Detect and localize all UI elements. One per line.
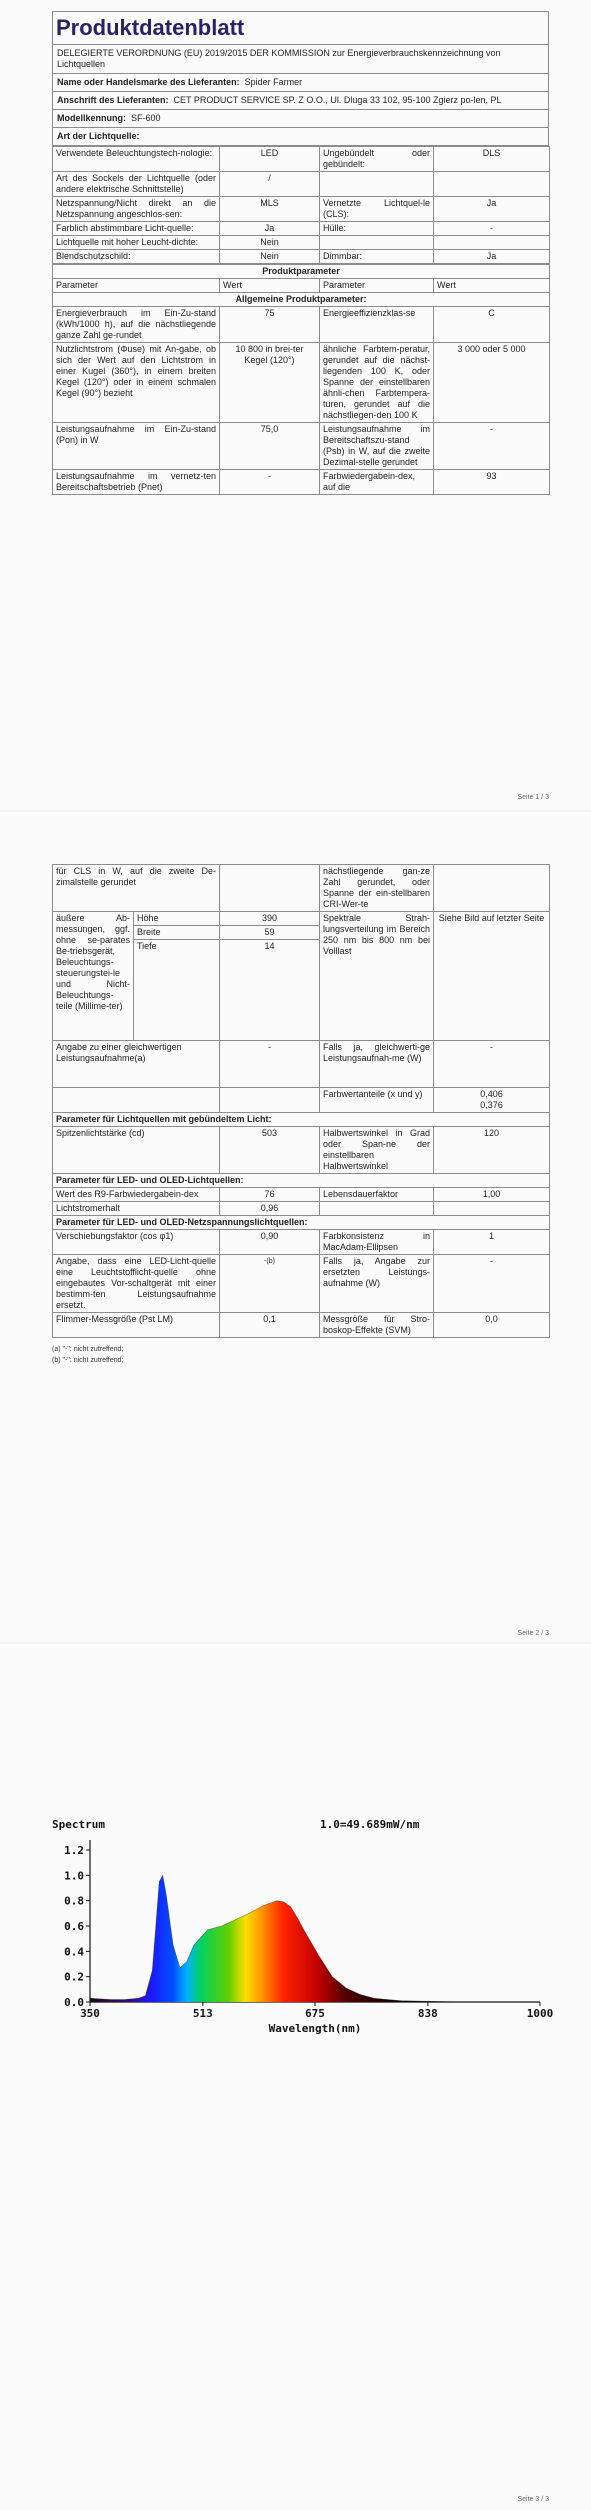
param-label: Leistungsaufnahme im vernetz-ten Bereitschaftsbetrieb (Pnet) (53, 470, 220, 495)
model-id (53, 110, 549, 128)
equivalent-power-value: - (220, 1041, 320, 1088)
x-tick-label: 838 (417, 2007, 438, 2020)
product-parameters-table (52, 264, 550, 495)
empty-cell (53, 1088, 220, 1113)
y-tick-label: 1.0 (64, 1869, 84, 1883)
page-2 (0, 812, 591, 1642)
empty-cell (220, 953, 320, 1041)
table-row (53, 250, 550, 264)
stroboscopic-label: Messgröße für Stro-boskop-Effekte (SVM) (320, 1313, 434, 1338)
chromaticity-value (434, 1088, 550, 1113)
type-value-2: DLS (434, 147, 550, 172)
type-label-2: Vernetzte Lichtquel-le (CLS): (320, 197, 434, 222)
param-label-2: Farbwiedergabein-dex, auf die (320, 470, 434, 495)
type-label: Verwendete Beleuchtungstech-nologie: (53, 147, 220, 172)
footnote-b: (b) "-": nicht zutreffend; (52, 1357, 124, 1364)
table-row (53, 197, 550, 222)
y-tick-label: 0.8 (64, 1894, 84, 1908)
x-tick-label: 350 (80, 2007, 100, 2020)
param-value: 75,0 (220, 423, 320, 470)
type-label-2: Hülle: (320, 222, 434, 236)
net-standby-continued: für CLS in W, auf die zweite De-zimalstelle gerundet (53, 865, 220, 912)
brand-value: Spider Farmer (244, 77, 303, 87)
param-value-2: 93 (434, 470, 550, 495)
param-label: Leistungsaufnahme im Ein-Zu-stand (Pon) in W (53, 423, 220, 470)
type-label-2 (320, 236, 434, 250)
peak-intensity-label: Spitzenlichtstärke (cd) (53, 1127, 220, 1174)
product-parameters-header: Produktparameter (53, 265, 550, 279)
type-label: Farblich abstimmbare Licht-quelle: (53, 222, 220, 236)
page-number: Seite 2 / 3 (517, 1630, 549, 1637)
type-value-2 (434, 236, 550, 250)
type-value-2: Ja (434, 197, 550, 222)
chart-title: Spectrum (52, 1818, 105, 1831)
chromaticity-label: Farbwertanteile (x und y) (320, 1088, 434, 1113)
dim-width-label: Breite (134, 926, 220, 940)
model-value: SF-600 (131, 113, 161, 123)
y-tick-label: 1.2 (64, 1844, 84, 1857)
beam-angle-value: 120 (434, 1127, 550, 1174)
spectral-distribution-label: Spektrale Strah-lungsverteilung im Bereich 250 nm bis 800 nm bei Volllast (320, 912, 434, 1041)
x-tick-label: 675 (305, 2007, 325, 2020)
param-label: Energieverbrauch im Ein-Zu-stand (kWh/1000 h), auf die nächstliegende ganze Zahl ge-rundet (53, 307, 220, 343)
fluorescent-replacement-label: Angabe, dass eine LED-Licht-quelle eine Leuchtstofflicht-quelle ohne eingebautes Vor-schaltgerät mit einer bestimm-ten Leistungsaufnahme ersetzt. (53, 1255, 220, 1313)
table-row (53, 222, 550, 236)
page-1 (0, 0, 591, 810)
type-label-2 (320, 172, 434, 197)
chromaticity-y: 0,376 (480, 1100, 503, 1110)
lifetime-factor-label: Lebensdauerfaktor (320, 1188, 434, 1202)
regulation-text: DELEGIERTE VERORDNUNG (EU) 2019/2015 DER KOMMISSION zur Energieverbrauchskennzeichnung von Lichtquellen (53, 45, 549, 74)
table-row (53, 470, 550, 495)
param-label-2: Leistungsaufnahme im Bereitschaftszu-stand (Psb) in W, auf die zweite Dezimal-stelle gerundet (320, 423, 434, 470)
supplier-address (53, 92, 549, 110)
directional-header: Parameter für Lichtquellen mit gebündeltem Licht: (53, 1113, 550, 1127)
page-number: Seite 1 / 3 (517, 794, 549, 801)
type-value: LED (220, 147, 320, 172)
type-label: Art des Sockels der Lichtquelle (oder andere elektrische Schnittstelle) (53, 172, 220, 197)
param-label: Nutzlichtstrom (Φuse) mit An-gabe, ob sich der Wert auf den Lichtstrom in einer Kugel (360°), in einem breiten Kegel (120°) oder in einem schmalen Kegel (90°) bezieht (53, 343, 220, 423)
table-row (53, 172, 550, 197)
r9-label: Wert des R9-Farbwiedergabein-dex (53, 1188, 220, 1202)
type-value: Nein (220, 236, 320, 250)
param-value: - (220, 470, 320, 495)
dim-width-value: 59 (220, 926, 320, 940)
type-value: Ja (220, 222, 320, 236)
page-number: Seite 3 / 3 (517, 2496, 549, 2503)
light-source-type-table (52, 146, 550, 264)
x-axis-label: Wavelength(nm) (268, 2022, 362, 2035)
dim-height-label: Höhe (134, 912, 220, 926)
chart-scale-annotation: 1.0=49.689mW/nm (320, 1818, 420, 1831)
type-value-2 (434, 172, 550, 197)
empty-cell (434, 1202, 550, 1216)
y-tick-label: 0.6 (64, 1920, 84, 1933)
replaced-power-label: Falls ja, Angabe zur ersetzten Leistungs-aufnahme (W) (320, 1255, 434, 1313)
address-value: CET PRODUCT SERVICE SP. Z O.O., Ul. Dluga 33 102, 95-100 Zgierz po-len, PL (173, 95, 502, 105)
spectrum-chart (0, 1814, 591, 2054)
dim-depth-value: 14 (220, 940, 320, 954)
param-value-2: - (434, 423, 550, 470)
stroboscopic-value: 0,0 (434, 1313, 550, 1338)
param-value-2: C (434, 307, 550, 343)
equivalent-power-w-label: Falls ja, gleichwerti-ge Leistungsaufnah-me (W) (320, 1041, 434, 1088)
flicker-label: Flimmer-Messgröße (Pst LM) (53, 1313, 220, 1338)
document-title: Produktdatenblatt (53, 12, 549, 45)
r9-value: 76 (220, 1188, 320, 1202)
displacement-factor-value: 0,90 (220, 1230, 320, 1255)
equivalent-power-w-value: - (434, 1041, 550, 1088)
param-label-2: ähnliche Farbtem-peratur, gerundet auf die nächst-liegenden 100 K, oder Spanne der einstellbaren ähnli-chen Farbtempera-turen, gerundet auf die nächstliegen-den 100 K (320, 343, 434, 423)
brand-label: Name oder Handelsmarke des Lieferanten: (57, 77, 240, 87)
y-tick-label: 0.0 (64, 1996, 84, 2009)
dimensions-label: äußere Ab-messungen, ggf. ohne se-parates Be-triebsgerät, Beleuchtungs-steuerungstei-le und Nicht-Beleuchtungs-teile (Millime-ter) (53, 912, 134, 1041)
type-label: Lichtquelle mit hoher Leucht-dichte: (53, 236, 220, 250)
light-source-type-header: Art der Lichtquelle: (53, 128, 549, 146)
x-tick-label: 513 (192, 2007, 213, 2020)
param-value-2: 3 000 oder 5 000 (434, 343, 550, 423)
lumen-maintenance-value: 0,96 (220, 1202, 320, 1216)
lumen-maintenance-label: Lichtstromerhalt (53, 1202, 220, 1216)
equivalent-power-label (53, 1041, 220, 1088)
beam-angle-label: Halbwertswinkel in Grad oder Span-ne der einstellbaren Halbwertswinkel (320, 1127, 434, 1174)
empty-cell (134, 953, 220, 1041)
mains-led-header: Parameter für LED- und OLED-Netzspannungslichtquellen: (53, 1216, 550, 1230)
y-tick-label: 0.2 (64, 1970, 84, 1984)
table-row (53, 343, 550, 423)
type-value-2: - (434, 222, 550, 236)
datasheet-page-2 (52, 864, 549, 1366)
col-parameter-2: Parameter (320, 279, 434, 293)
empty-cell (220, 1088, 320, 1113)
param-value: 10 800 in brei-ter Kegel (120°) (220, 343, 320, 423)
table-row (53, 147, 550, 172)
col-value: Wert (220, 279, 320, 293)
empty-cell (220, 865, 320, 912)
y-tick-label: 0.4 (64, 1945, 84, 1959)
colour-consistency-label: Farbkonsistenz in MacAdam-Ellipsen (320, 1230, 434, 1255)
param-label-2: Energieeffizienzklas-se (320, 307, 434, 343)
type-value: Nein (220, 250, 320, 264)
model-label: Modellkennung: (57, 113, 126, 123)
led-header: Parameter für LED- und OLED-Lichtquellen: (53, 1174, 550, 1188)
type-value: MLS (220, 197, 320, 222)
displacement-factor-label: Verschiebungsfaktor (cos φ1) (53, 1230, 220, 1255)
general-parameters-header: Allgemeine Produktparameter: (53, 293, 550, 307)
parameters-continued-table (52, 864, 550, 1338)
table-row (53, 423, 550, 470)
flicker-value: 0,1 (220, 1313, 320, 1338)
table-row (53, 307, 550, 343)
type-label-2: Dimmbar: (320, 250, 434, 264)
supplier-brand (53, 74, 549, 92)
type-label: Blendschutzschild: (53, 250, 220, 264)
lifetime-factor-value: 1,00 (434, 1188, 550, 1202)
fluorescent-replacement-value: -(b) (220, 1255, 320, 1313)
empty-cell (434, 865, 550, 912)
datasheet-page-1 (52, 11, 549, 495)
peak-intensity-value: 503 (220, 1127, 320, 1174)
replaced-power-value: - (434, 1255, 550, 1313)
col-parameter: Parameter (53, 279, 220, 293)
param-value: 75 (220, 307, 320, 343)
equivalent-power-text: Angabe zu einer gleichwertigen Leistungsaufnahme(a) (56, 1042, 182, 1063)
chromaticity-x: 0,406 (480, 1089, 503, 1099)
cri-continued: nächstliegende gan-ze Zahl gerundet, oder Spanne der ein-stellbaren CRI-Wer-te (320, 865, 434, 912)
dim-depth-label: Tiefe (134, 940, 220, 954)
type-value-2: Ja (434, 250, 550, 264)
type-value: / (220, 172, 320, 197)
type-label: Netzspannung/Nicht direkt an die Netzspannung angeschlos-sen: (53, 197, 220, 222)
spectrum-area (90, 1875, 540, 2002)
footnote-a: (a) "-": nicht zutreffend; (52, 1346, 124, 1353)
header-table (52, 11, 549, 146)
colour-consistency-value: 1 (434, 1230, 550, 1255)
spectral-distribution-value: Siehe Bild auf letzter Seite (434, 912, 550, 1041)
table-row (53, 236, 550, 250)
empty-cell (320, 1202, 434, 1216)
page-3 (0, 1644, 591, 2510)
dim-height-value: 390 (220, 912, 320, 926)
address-label: Anschrift des Lieferanten: (57, 95, 169, 105)
col-value-2: Wert (434, 279, 550, 293)
type-label-2: Ungebündelt oder gebündelt: (320, 147, 434, 172)
x-tick-label: 1000 (526, 2007, 554, 2020)
